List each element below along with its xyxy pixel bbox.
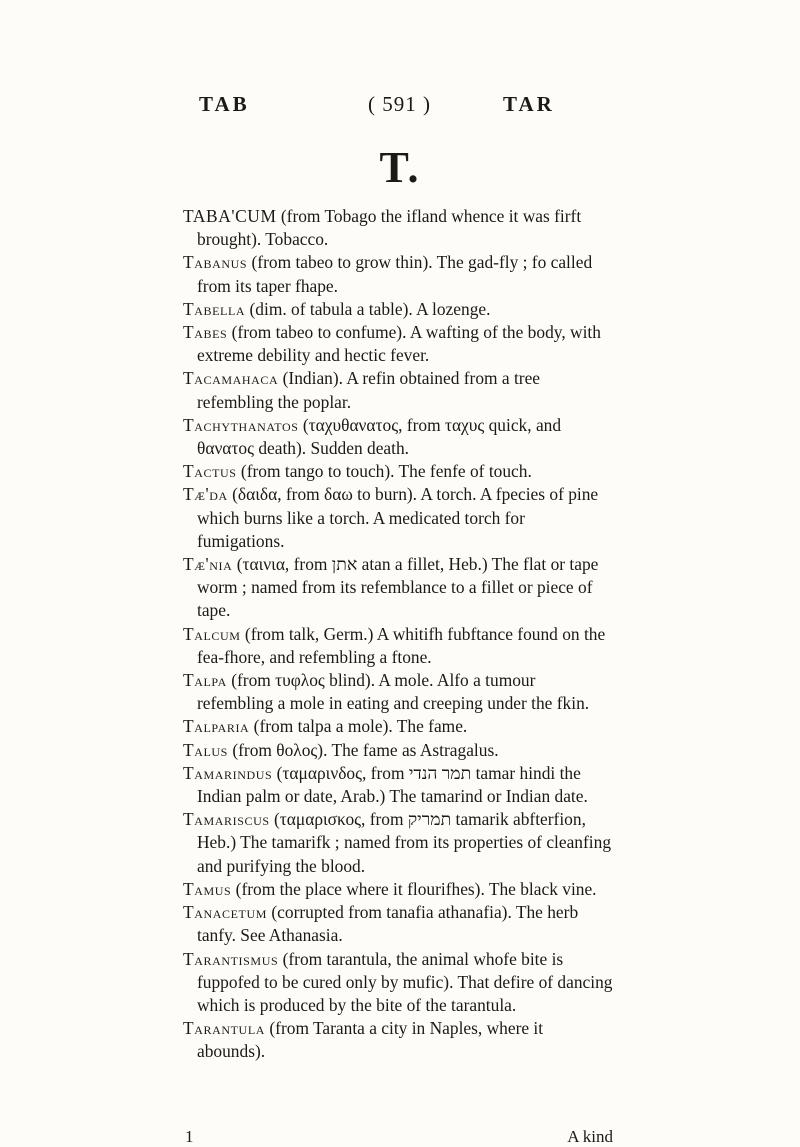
entry-definition: (Indian). A refin obtained from a tree refembling the poplar.: [197, 368, 541, 412]
entry-definition: (from Tobago the ifland whence it was firft brought). Tobacco.: [197, 206, 582, 250]
dictionary-entry: [183, 808, 613, 878]
entry-headword: Tactus: [183, 461, 237, 482]
dictionary-entry: [183, 460, 613, 483]
entry-headword: Tarantula: [183, 1018, 266, 1039]
entry-definition: (from θολος). The fame as Astragalus.: [227, 739, 499, 760]
entry-headword: Tacamahaca: [183, 368, 279, 389]
dictionary-entry: [183, 1017, 613, 1063]
page-number: ( 591 ): [368, 92, 431, 116]
dictionary-entry: [183, 321, 613, 367]
entry-headword: Tæ'nia: [183, 554, 233, 575]
entry-definition: (from talk, Germ.) A whitifh fubftance found on the fea-fhore, and refembling a ftone.: [197, 623, 606, 667]
entry-headword: TABA'CUM: [183, 206, 277, 226]
entry-definition: (from the place where it flourifhes). The black vine.: [231, 878, 597, 899]
dictionary-entry: [183, 483, 613, 553]
dictionary-entry: [183, 878, 613, 901]
entry-headword: Tamarindus: [183, 762, 273, 783]
entry-headword: Tamariscus: [183, 809, 270, 830]
catchword: A kind: [567, 1127, 613, 1146]
entry-headword: Talus: [183, 739, 228, 760]
entry-definition: (ταμαρισκος, from תמריק tamarik abfterfion, Heb.) The tamarifk ; named from its properties of cleanfing and purifying the blood.: [197, 809, 612, 876]
entry-headword: Tabanus: [183, 252, 248, 273]
entry-headword: Tamus: [183, 878, 232, 899]
header-left: TAB: [199, 92, 250, 116]
dictionary-entry: [183, 948, 613, 1018]
entry-definition: (dim. of tabula a table). A lozenge.: [245, 298, 491, 319]
dictionary-entry: [183, 715, 613, 738]
entry-definition: (from tango to touch). The fenfe of touch.: [236, 461, 532, 482]
dictionary-entry: [183, 298, 613, 321]
entry-definition: (ταχυθανατος, from ταχυς quick, and θανατος death). Sudden death.: [197, 414, 562, 459]
dictionary-entry: [183, 414, 613, 460]
entry-headword: Tabes: [183, 322, 228, 343]
entry-definition: (ταμαρινδος, from תמר הנדי tamar hindi the Indian palm or date, Arab.) The tamarind or Indian date.: [197, 762, 588, 807]
page-footer: [183, 1127, 613, 1146]
running-header: [0, 92, 800, 132]
header-right: TAR: [503, 92, 555, 116]
signature-mark: 1: [185, 1127, 194, 1146]
dictionary-entry: [183, 762, 613, 808]
dictionary-entry: [183, 901, 613, 947]
dictionary-entry: [183, 367, 613, 413]
entry-headword: Talpa: [183, 670, 227, 691]
dictionary-entry: [183, 205, 613, 251]
entry-headword: Tarantismus: [183, 948, 279, 969]
entry-definition: (from tarantula, the animal whofe bite is fuppofed to be cured only by mufic). That defire of dancing which is produced by the bite of the tarantula.: [197, 948, 613, 1015]
entry-definition: (from τυφλος blind). A mole. Alfo a tumour refembling a mole in eating and creeping under the fkin.: [197, 670, 590, 714]
entry-definition: (from talpa a mole). The fame.: [249, 716, 468, 737]
entry-definition: (corrupted from tanafia athanafia). The herb tanfy. See Athanasia.: [197, 902, 579, 946]
entry-definition: (from Taranta a city in Naples, where it abounds).: [197, 1018, 544, 1062]
entry-definition: (from tabeo to confume). A wafting of the body, with extreme debility and hectic fever.: [197, 322, 601, 366]
dictionary-entry: [183, 251, 613, 297]
dictionary-entry: [183, 553, 613, 623]
entry-headword: Tanacetum: [183, 902, 268, 923]
entry-headword: Talparia: [183, 716, 250, 737]
dictionary-entry: [183, 739, 613, 762]
entry-definition: (ταινια, from אתן atan a fillet, Heb.) The flat or tape worm ; named from its refemblance to a fillet or piece of tape.: [197, 554, 599, 621]
dictionary-entry: [183, 669, 613, 715]
entry-headword: Talcum: [183, 623, 241, 644]
entry-headword: Tabella: [183, 298, 246, 319]
entry-list: [183, 205, 613, 1064]
entry-definition: (δαιδα, from δαω to burn). A torch. A fpecies of pine which burns like a torch. A medicated torch for fumigations.: [197, 484, 599, 551]
section-letter: T.: [379, 143, 421, 192]
entry-definition: (from tabeo to grow thin). The gad-fly ; fo called from its taper fhape.: [197, 252, 593, 296]
dictionary-entry: [183, 623, 613, 669]
entry-headword: Tachythanatos: [183, 414, 299, 435]
entry-headword: Tæ'da: [183, 484, 228, 505]
